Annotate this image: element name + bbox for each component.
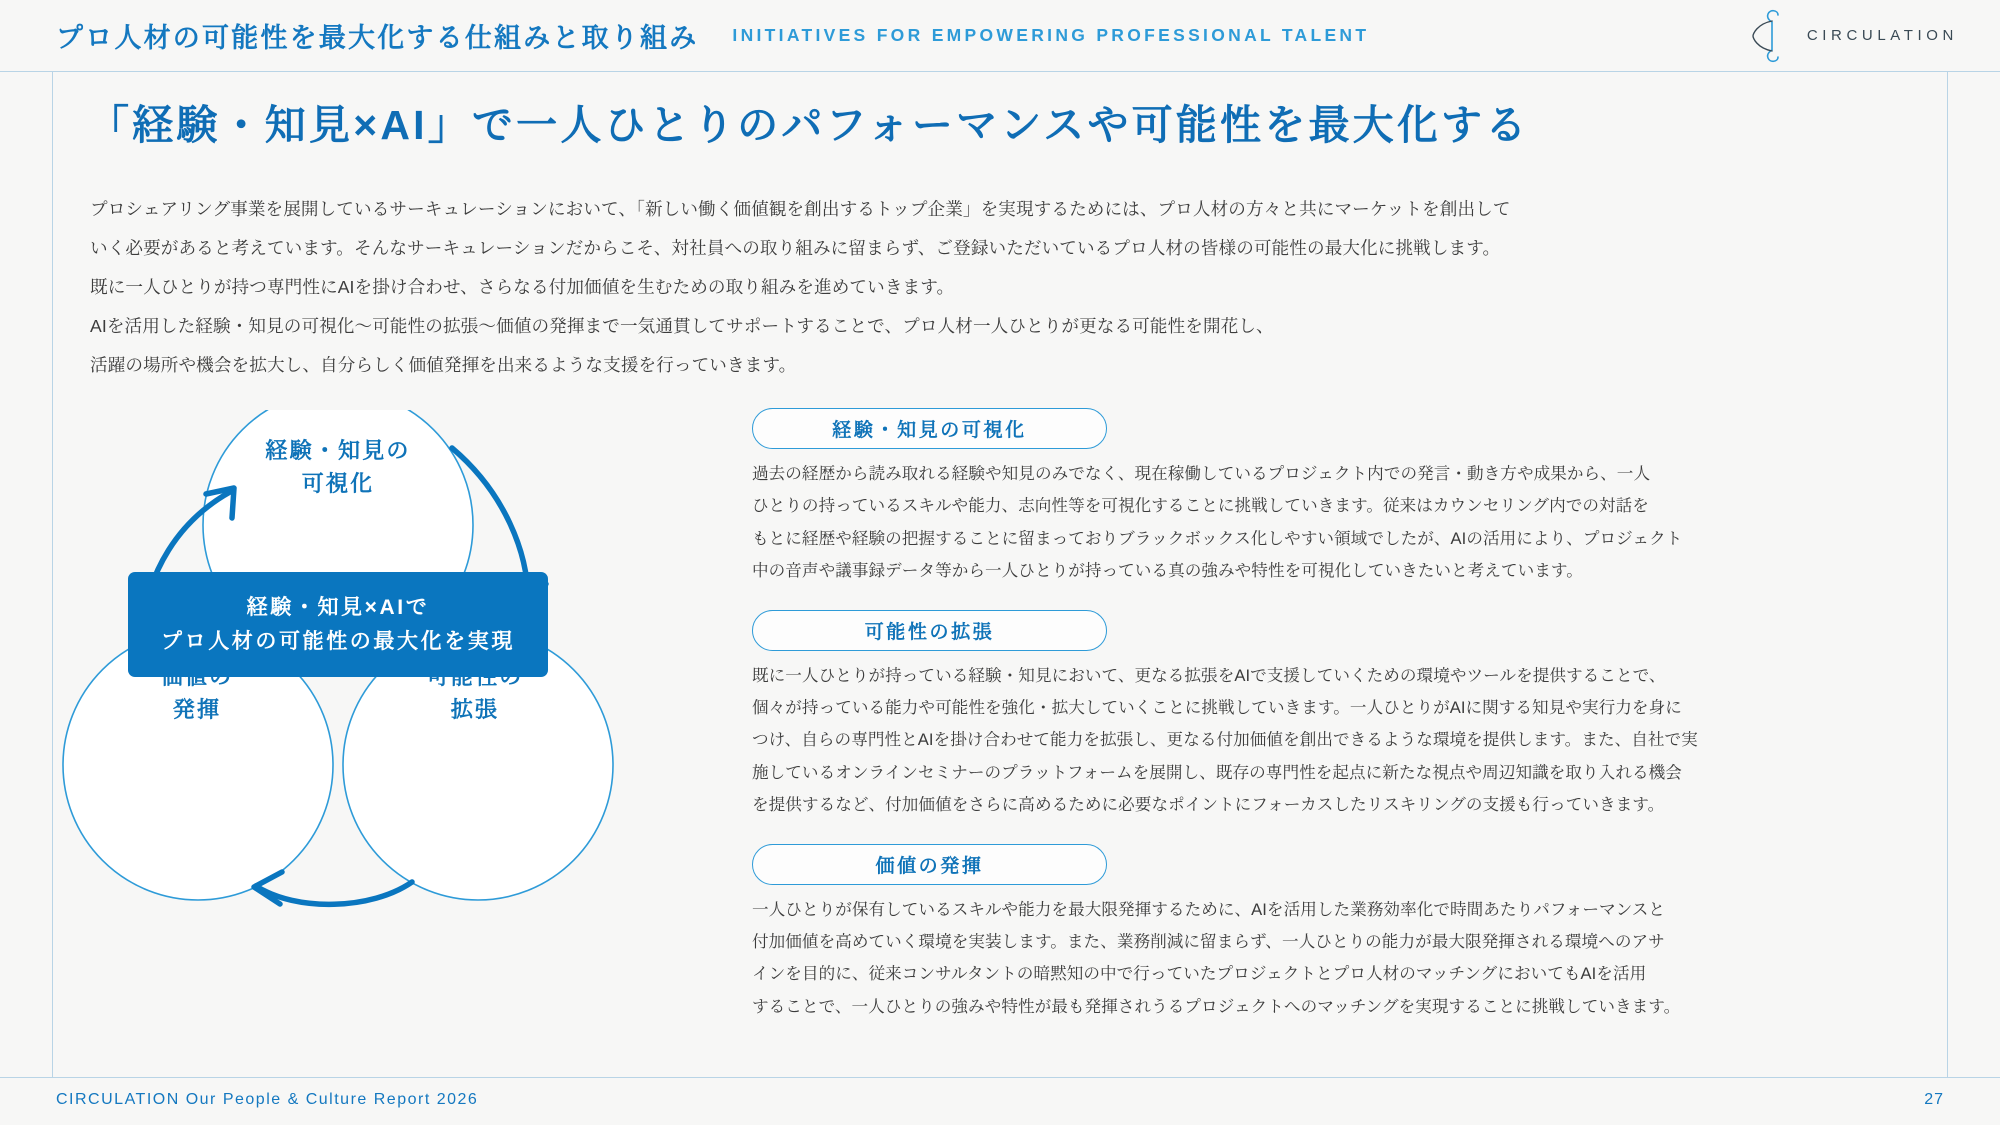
section-expansion <box>752 610 1922 822</box>
section-line: 施しているオンラインセミナーのプラットフォームを展開し、既存の専門性を起点に新たな視点や周辺知識を取り入れる機会 <box>752 762 1682 782</box>
circle-label-line2: 可視化 <box>301 471 375 496</box>
brand-logo <box>1747 8 1958 64</box>
section-value-delivery <box>752 844 1922 1024</box>
circle-label-line2: 発揮 <box>172 697 222 722</box>
intro-line: AIを活用した経験・知見の可視化〜可能性の拡張〜価値の発揮まで一気通貫してサポートすることで、プロ人材一人ひとりが更なる可能性を開花し、 <box>90 316 1274 336</box>
section-line: 過去の経歴から読み取れる経験や知見のみでなく、現在稼働しているプロジェクト内での発言・動き方や成果から、一人 <box>752 464 1651 483</box>
section-body <box>752 894 1922 1024</box>
section-line: 付加価値を高めていく環境を実装します。また、業務削減に留まらず、一人ひとりの能力が最大限発揮される環境へのアサ <box>752 932 1665 952</box>
section-line: 中の音声や議事録データ等から一人ひとりが持っている真の強みや特性を可視化していきたいと考えています。 <box>752 561 1583 581</box>
header-title-ja: プロ人材の可能性を最大化する仕組みと取り組み <box>56 23 699 53</box>
page-header <box>0 0 2000 72</box>
page-title: 「経験・知見×AI」で一人ひとりのパフォーマンスや可能性を最大化する <box>88 102 1530 148</box>
section-line: を提供するなど、付加価値をさらに高めるために必要なポイントにフォーカスしたリスキリングの支援も行っていきます。 <box>752 795 1665 815</box>
frame-rule-left <box>52 72 53 1077</box>
footer-report-name: CIRCULATION Our People & Culture Report 2026 <box>56 1091 479 1108</box>
center-banner-line2: プロ人材の可能性の最大化を実現 <box>161 629 515 653</box>
section-line: 既に一人ひとりが持っている経験・知見において、更なる拡張をAIで支援していくための環境やツールを提供することで、 <box>752 665 1666 685</box>
circulation-c-icon <box>1747 8 1791 64</box>
header-title-en: INITIATIVES FOR EMPOWERING PROFESSIONAL TALENT <box>732 25 1370 45</box>
section-line: することで、一人ひとりの強みや特性が最も発揮されうるプロジェクトへのマッチングを実現することに挑戦していきます。 <box>752 996 1681 1016</box>
section-line: 一人ひとりが保有しているスキルや能力を最大限発揮するために、AIを活用した業務効率化で時間あたりパフォーマンスと <box>752 899 1666 919</box>
footer-divider <box>0 1077 2000 1078</box>
section-body <box>752 660 1922 822</box>
logo-wordmark: CIRCULATION <box>1806 27 1958 44</box>
diagram-center-banner <box>128 572 548 677</box>
circle-label-line2: 拡張 <box>450 697 500 722</box>
intro-line: いく必要があると考えています。そんなサーキュレーションだからこそ、対社員への取り組みに留まらず、ご登録いただいているプロ人材の皆様の可能性の最大化に挑戦します。 <box>90 238 1501 258</box>
section-pill-heading: 可能性の拡張 <box>752 610 1107 651</box>
intro-line: 活躍の場所や機会を拡大し、自分らしく価値発揮を出来るような支援を行っていきます。 <box>90 355 797 375</box>
section-pill-heading: 価値の発揮 <box>752 844 1107 885</box>
sections-column <box>752 408 1922 1045</box>
circle-label-visualization <box>208 434 468 500</box>
section-line: もとに経歴や経験の把握することに留まっておりブラックボックス化しやすい領域でしたが、AIの活用により、プロジェクト <box>752 528 1683 548</box>
intro-line: プロシェアリング事業を展開しているサーキュレーションにおいて、「新しい働く価値観を創出するトップ企業」を実現するためには、プロ人材の方々と共にマーケットを創出して <box>90 199 1511 219</box>
cycle-diagram <box>60 410 680 1010</box>
frame-rule-right <box>1947 72 1948 1077</box>
section-body <box>752 458 1922 588</box>
section-line: インを目的に、従来コンサルタントの暗黙知の中で行っていたプロジェクトとプロ人材のマッチングにおいてもAIを活用 <box>752 964 1647 984</box>
section-line: 個々が持っている能力や可能性を強化・拡大していくことに挑戦していきます。一人ひとりがAIに関する知見や実行力を身に <box>752 698 1682 718</box>
section-line: つけ、自らの専門性とAIを掛け合わせて能力を拡張し、更なる付加価値を創出できるような環境を提供します。また、自社で実 <box>752 730 1698 750</box>
center-banner-line1: 経験・知見×AIで <box>246 595 430 619</box>
section-line: ひとりの持っているスキルや能力、志向性等を可視化することに挑戦していきます。従来はカウンセリング内での対話を <box>752 496 1649 516</box>
intro-line: 既に一人ひとりが持つ専門性にAIを掛け合わせ、さらなる付加価値を生むための取り組みを進めていきます。 <box>90 277 955 297</box>
intro-paragraph <box>90 190 1920 385</box>
circle-label-line1: 経験・知見の <box>265 438 411 463</box>
section-visualization <box>752 408 1922 588</box>
section-pill-heading: 経験・知見の可視化 <box>752 408 1107 449</box>
footer-page-number: 27 <box>1924 1091 1944 1108</box>
